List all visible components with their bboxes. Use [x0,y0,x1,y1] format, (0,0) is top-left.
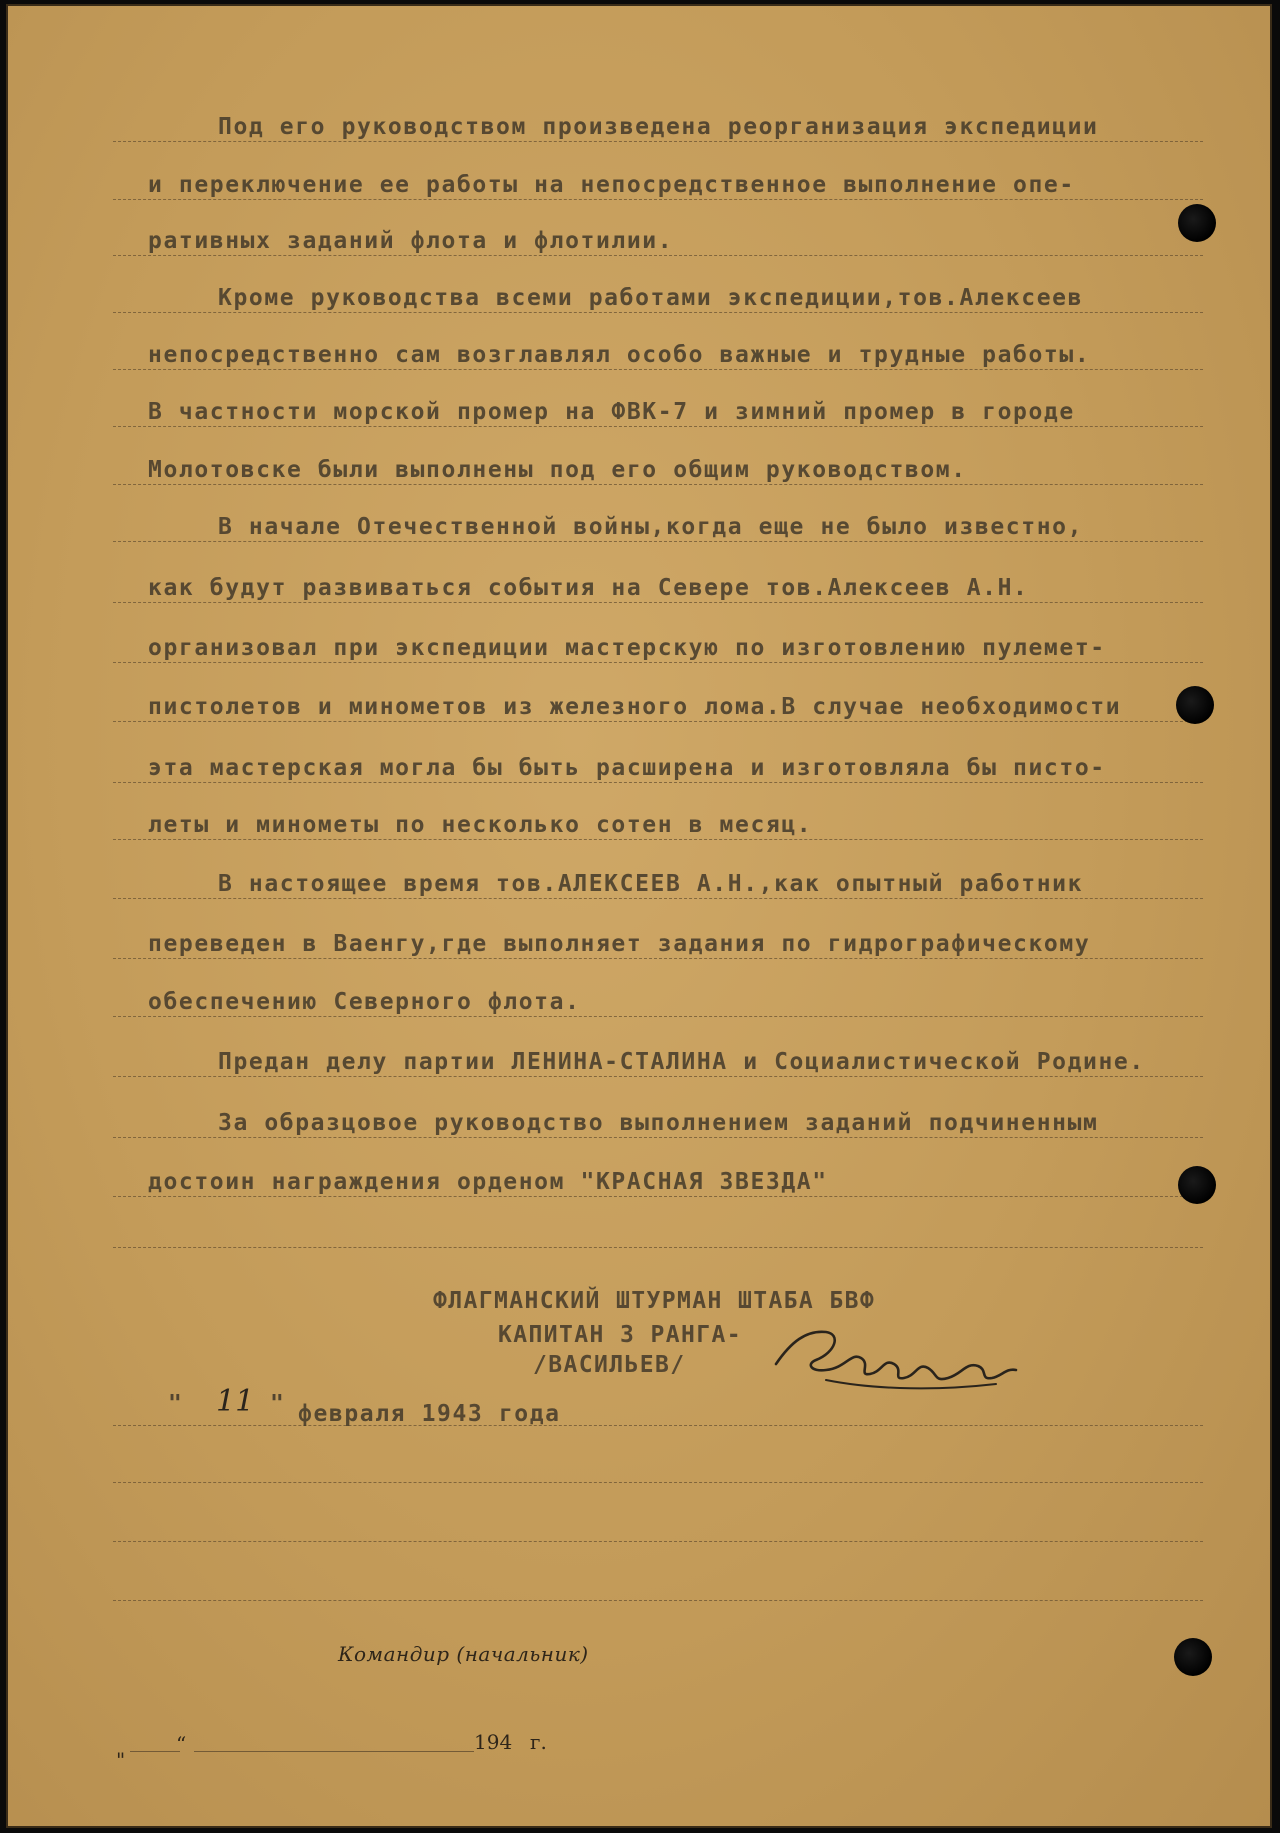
document-sheet [6,4,1272,1828]
ruled-line [113,312,1203,313]
ruled-line [113,199,1203,200]
text-line: организовал при экспедиции мастерскую по изготовлению пулемет- [148,635,1106,661]
signature-rank: КАПИТАН 3 РАНГА- [498,1322,742,1348]
text-line: ративных заданий флота и флотилии. [148,228,674,254]
ruled-line [113,721,1203,722]
ruled-line [113,541,1203,542]
ruled-line [113,484,1203,485]
text-line: В начале Отечественной войны,когда еще не было известно, [218,514,1084,540]
text-line: В частности морской промер на ФВК-7 и зимний промер в городе [148,399,1075,425]
ruled-line [113,1482,1203,1483]
ruled-line [113,839,1203,840]
text-line: обеспечению Северного флота. [148,989,581,1015]
text-line: В настоящее время тов.АЛЕКСЕЕВ А.Н.,как опытный работник [218,871,1084,897]
ruled-line [113,1425,1203,1426]
signature-name: /ВАСИЛЬЕВ/ [533,1352,686,1378]
form-year: 194 [474,1730,513,1754]
form-date-blank [130,1751,180,1752]
ruled-line [113,369,1203,370]
signature-position: ФЛАГМАНСКИЙ ШТУРМАН ШТАБА БВФ [433,1288,876,1314]
text-line: и переключение ее работы на непосредственное выполнение опе- [148,172,1075,198]
commander-label: Командир (начальник) [338,1642,589,1666]
ruled-line [113,898,1203,899]
date-month-year: февраля 1943 года [298,1401,561,1427]
text-line: За образцовое руководство выполнением заданий подчиненным [218,1110,1099,1136]
text-line: переведен в Ваенгу,где выполняет задания по гидрографическому [148,931,1091,957]
handwritten-signature [766,1322,1026,1402]
text-line: леты и минометы по несколько сотен в месяц. [148,812,813,838]
ruled-line [113,426,1203,427]
ruled-line [113,1076,1203,1077]
text-line: пистолетов и минометов из железного лома.В случае необходимости [148,694,1122,720]
text-line: Кроме руководства всеми работами экспедиции,тов.Алексеев [218,285,1084,311]
text-line: Молотовске были выполнены под его общим руководством. [148,457,967,483]
form-month-blank [194,1751,474,1752]
text-line: Предан делу партии ЛЕНИНА-СТАЛИНА и Социалистической Родине. [218,1049,1145,1075]
form-date-open: “ [176,1732,187,1756]
ruled-line [113,1600,1203,1601]
ruled-line [113,958,1203,959]
ruled-line [113,1137,1203,1138]
punch-hole [1174,1638,1212,1676]
ruled-line [113,255,1203,256]
text-line: Под его руководством произведена реорганизация экспедиции [218,114,1099,140]
text-line: эта мастерская могла бы быть расширена и изготовляла бы писто- [148,755,1106,781]
ruled-line [113,141,1203,142]
ruled-line [113,1196,1203,1197]
date-open-quote: " [168,1391,182,1417]
punch-hole [1178,1166,1216,1204]
text-line: как будут развиваться события на Севере тов.Алексеев А.Н. [148,575,1029,601]
date-close-quote: " [270,1391,284,1417]
ruled-line [113,1541,1203,1542]
text-line: непосредственно сам возглавлял особо важные и трудные работы. [148,342,1091,368]
form-year-g: г. [530,1730,547,1754]
punch-hole [1178,204,1216,242]
ruled-line [113,782,1203,783]
punch-hole [1176,686,1214,724]
ruled-line [113,1247,1203,1248]
ruled-line [113,602,1203,603]
form-date-prefix: " [116,1748,126,1772]
ruled-line [113,1016,1203,1017]
ruled-line [113,662,1203,663]
text-line: достоин награждения орденом "КРАСНАЯ ЗВЕЗДА" [148,1169,828,1195]
date-day-handwritten: 11 [216,1384,255,1419]
